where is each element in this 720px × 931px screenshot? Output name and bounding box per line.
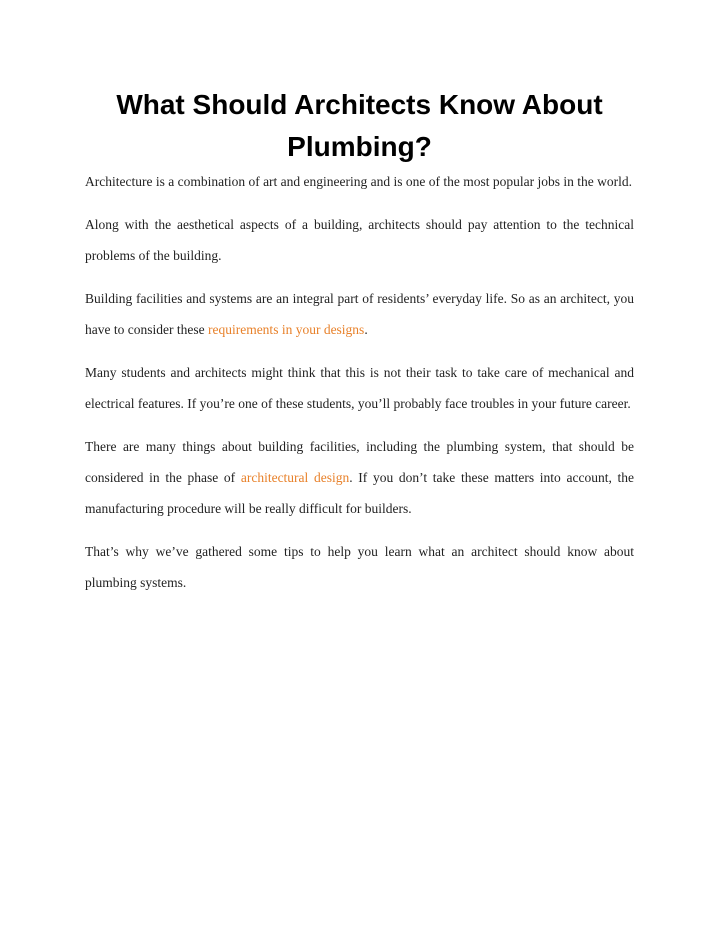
- paragraph-5-text: There are many things about building facilities, including the plumbing system, that should be considered in the phase of: [85, 439, 634, 485]
- architectural-design-link[interactable]: architectural design: [240, 470, 350, 485]
- paragraph-3: [85, 283, 634, 345]
- paragraph-5: [85, 431, 634, 524]
- paragraph-1: Architecture is a combination of art and engineering and is one of the most popular jobs in the world.: [85, 174, 632, 189]
- page-title: What Should Architects Know About Plumbing?: [116, 89, 603, 162]
- article-body: [85, 166, 634, 610]
- paragraph-2: Along with the aesthetical aspects of a building, architects should pay attention to the technical problems of the building.: [85, 217, 634, 263]
- requirements-link[interactable]: requirements in your designs: [207, 322, 365, 337]
- paragraph-6: That’s why we’ve gathered some tips to help you learn what an architect should know about plumbing systems.: [85, 544, 634, 590]
- paragraph-4: Many students and architects might think that this is not their task to take care of mechanical and electrical features. If you’re one of these students, you’ll probably face troubles in your future career.: [85, 365, 634, 411]
- paragraph-5-end: . If you don’t take these matters into account, the manufacturing procedure will be really difficult for builders.: [85, 470, 635, 516]
- paragraph-3-end: .: [364, 322, 368, 337]
- paragraph-3-text: Building facilities and systems are an integral part of residents’ everyday life. So as an architect, you have to consider these: [85, 291, 634, 337]
